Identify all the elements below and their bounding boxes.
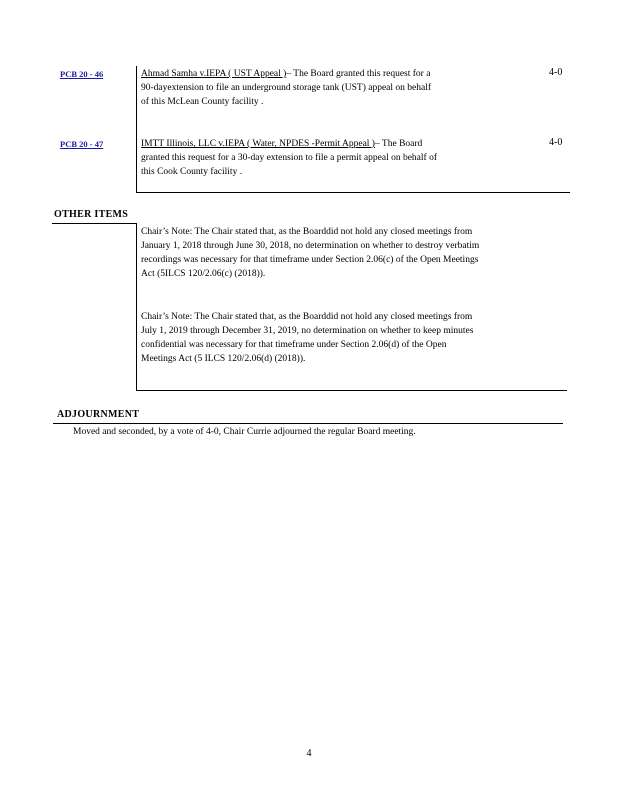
case-caption: Ahmad Samha v.IEPA ( UST Appeal ) bbox=[141, 69, 287, 79]
case-description bbox=[141, 67, 441, 109]
case-caption: IMTT Illinois, LLC v.IEPA ( Water, NPDES -Permit Appeal ) bbox=[141, 139, 375, 149]
chair-note: Chair’s Note: The Chair stated that, as the Boarddid not hold any closed meetings from July 1, 2019 through December 31, 2019, no determination on whether to keep minutes confidential was necessary for that timeframe under Section 2.06(d) of the Open Meetings Act (5 ILCS 120/2.06(d) (2018)). bbox=[141, 312, 474, 364]
section-underline bbox=[53, 423, 563, 424]
case-number-link[interactable]: PCB 20 - 47 bbox=[60, 139, 104, 149]
case-summary: – The Board granted this request for a 30-day extension to file a permit appeal on behalf of this Cook County facility . bbox=[141, 139, 437, 177]
column-divider bbox=[136, 223, 137, 390]
section-title-other-items: OTHER ITEMS bbox=[54, 209, 129, 220]
table-bottom-rule bbox=[136, 192, 570, 193]
table-bottom-rule bbox=[136, 390, 567, 391]
column-divider bbox=[136, 66, 137, 193]
section-underline bbox=[52, 223, 136, 224]
section-title-adjournment: ADJOURNMENT bbox=[57, 409, 140, 420]
chair-note: Chair’s Note: The Chair stated that, as the Boarddid not hold any closed meetings from January 1, 2018 through June 30, 2018, no determination on whether to destroy verbatim recordings was necessary for that timeframe under Section 2.06(c) of the Open Meetings Act (5ILCS 120/2.06(c) (2018)). bbox=[141, 227, 480, 279]
case-description bbox=[141, 137, 441, 179]
page-number: 4 bbox=[306, 748, 312, 759]
case-summary: – The Board granted this request for a 90-dayextension to file an underground storage tank (UST) appeal on behalf of this McLean County facility . bbox=[141, 69, 432, 107]
case-vote: 4-0 bbox=[549, 67, 563, 78]
case-vote: 4-0 bbox=[549, 137, 563, 148]
adjournment-text: Moved and seconded, by a vote of 4-0, Chair Currie adjourned the regular Board meeting. bbox=[73, 427, 416, 437]
case-number-link[interactable]: PCB 20 - 46 bbox=[60, 69, 104, 79]
